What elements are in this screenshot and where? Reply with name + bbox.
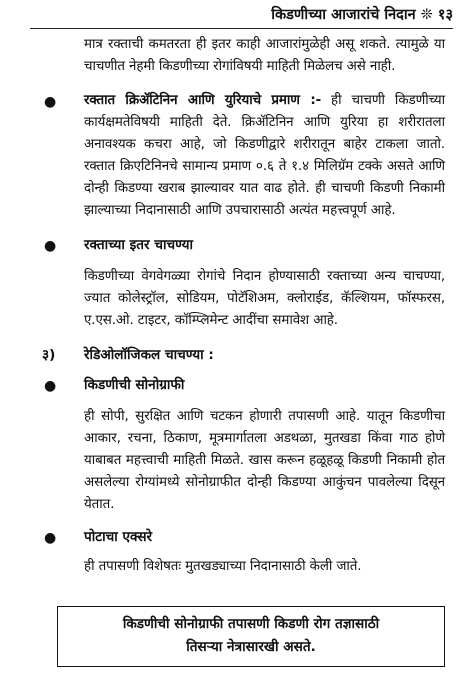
section-xray [44,526,445,578]
creatinine-text: ही चाचणी किडणीच्या कार्यक्षमतेविषयी माहिती देते. क्रिॲटिनिन आणि युरिया हा शरीरातला अनावश्यक कचरा आहे, जो किडणीद्वारे शरीरातून बाहेर टाकला जातो. रक्तात क्रिएटिनिनचे सामान्य प्रमाण ०.६ ते १.४ मिलिग्रॅम टक्के असते आणि दोन्ही किडण्या खराब झाल्यावर यात वाढ होते. ही चाचणी किडणी निकामी झाल्याच्या निदानासाठी आणि उपचारासाठी अत्यंत महत्त्वपूर्ण आहे. [84,93,446,218]
highlight-note-box [57,606,445,667]
other-blood-tests-paragraph: किडणीच्या वेगवेगळ्या रोगांचे निदान होण्यासाठी रक्ताच्या अन्य चाचण्या, ज्यात कोलेस्ट्रॉल, सोडियम, पोटॅशिअम, क्लोराईड, कॅल्शियम, फॉस्फरस, ए.एस.ओ. टाइटर, कॉम्प्लिमेन्ट आदींचा समावेश आहे. [84,269,445,328]
creatinine-paragraph [84,90,445,222]
running-header [30,4,453,29]
note-line-1: किडणीची सोनोग्राफी तपासणी किडणी रोग तज्ञासाठी [122,616,380,632]
other-blood-tests-heading: रक्ताच्या इतर चाचण्या [84,237,193,253]
section-sonography [44,374,445,516]
bullet-icon: ● [44,238,57,254]
sonography-paragraph: ही सोपी, सुरक्षित आणि चटकन होणारी तपासणी आहे. यातून किडणीचा आकार, रचना, ठिकाण, मूत्रमार्गातला अडथळा, मुतखडा किंवा गाठ होणे याबाबत महत्त्वाची माहिती मिळते. खास करून हळूहळू किडणी निकामी होत असलेल्या रोग्यांमध्ये सोनोग्राफीत दोन्ही किडण्या आकुंचन पावलेल्या दिसून येतात. [84,409,445,512]
xray-paragraph: ही तपासणी विशेषतः मुतखड्याच्या निदानासाठी केली जाते. [84,559,362,574]
sonography-heading: किडणीची सोनोग्राफी [84,377,185,393]
note-line-2: तिसऱ्या नेत्रासारखी असते. [186,639,316,655]
bullet-icon: ● [44,530,57,546]
section-radiology [42,344,445,366]
intro-paragraph: मात्र रक्ताची कमतरता ही इतर काही आजारांमुळेही असू शकते. त्यामुळे या चाचणीत नेहमी किडणीच्या रोगांविषयी माहिती मिळेलच असे नाही. [84,37,445,74]
xray-heading: पोटाचा एक्सरे [84,529,153,545]
section-creatinine [44,90,446,222]
section-other-blood-tests [44,234,445,332]
section-number: ३) [42,347,56,363]
bullet-icon: ● [44,94,57,110]
bullet-icon: ● [44,378,57,394]
running-title: किडणीच्या आजारांचे निदान ❊ १३ [271,7,453,23]
radiology-heading: रेडिओलॉजिकल चाचण्या : [84,347,214,363]
creatinine-heading: रक्तात क्रिॲटिनिन आणि युरियाचे प्रमाण :- [84,93,322,108]
page-body [0,34,475,578]
